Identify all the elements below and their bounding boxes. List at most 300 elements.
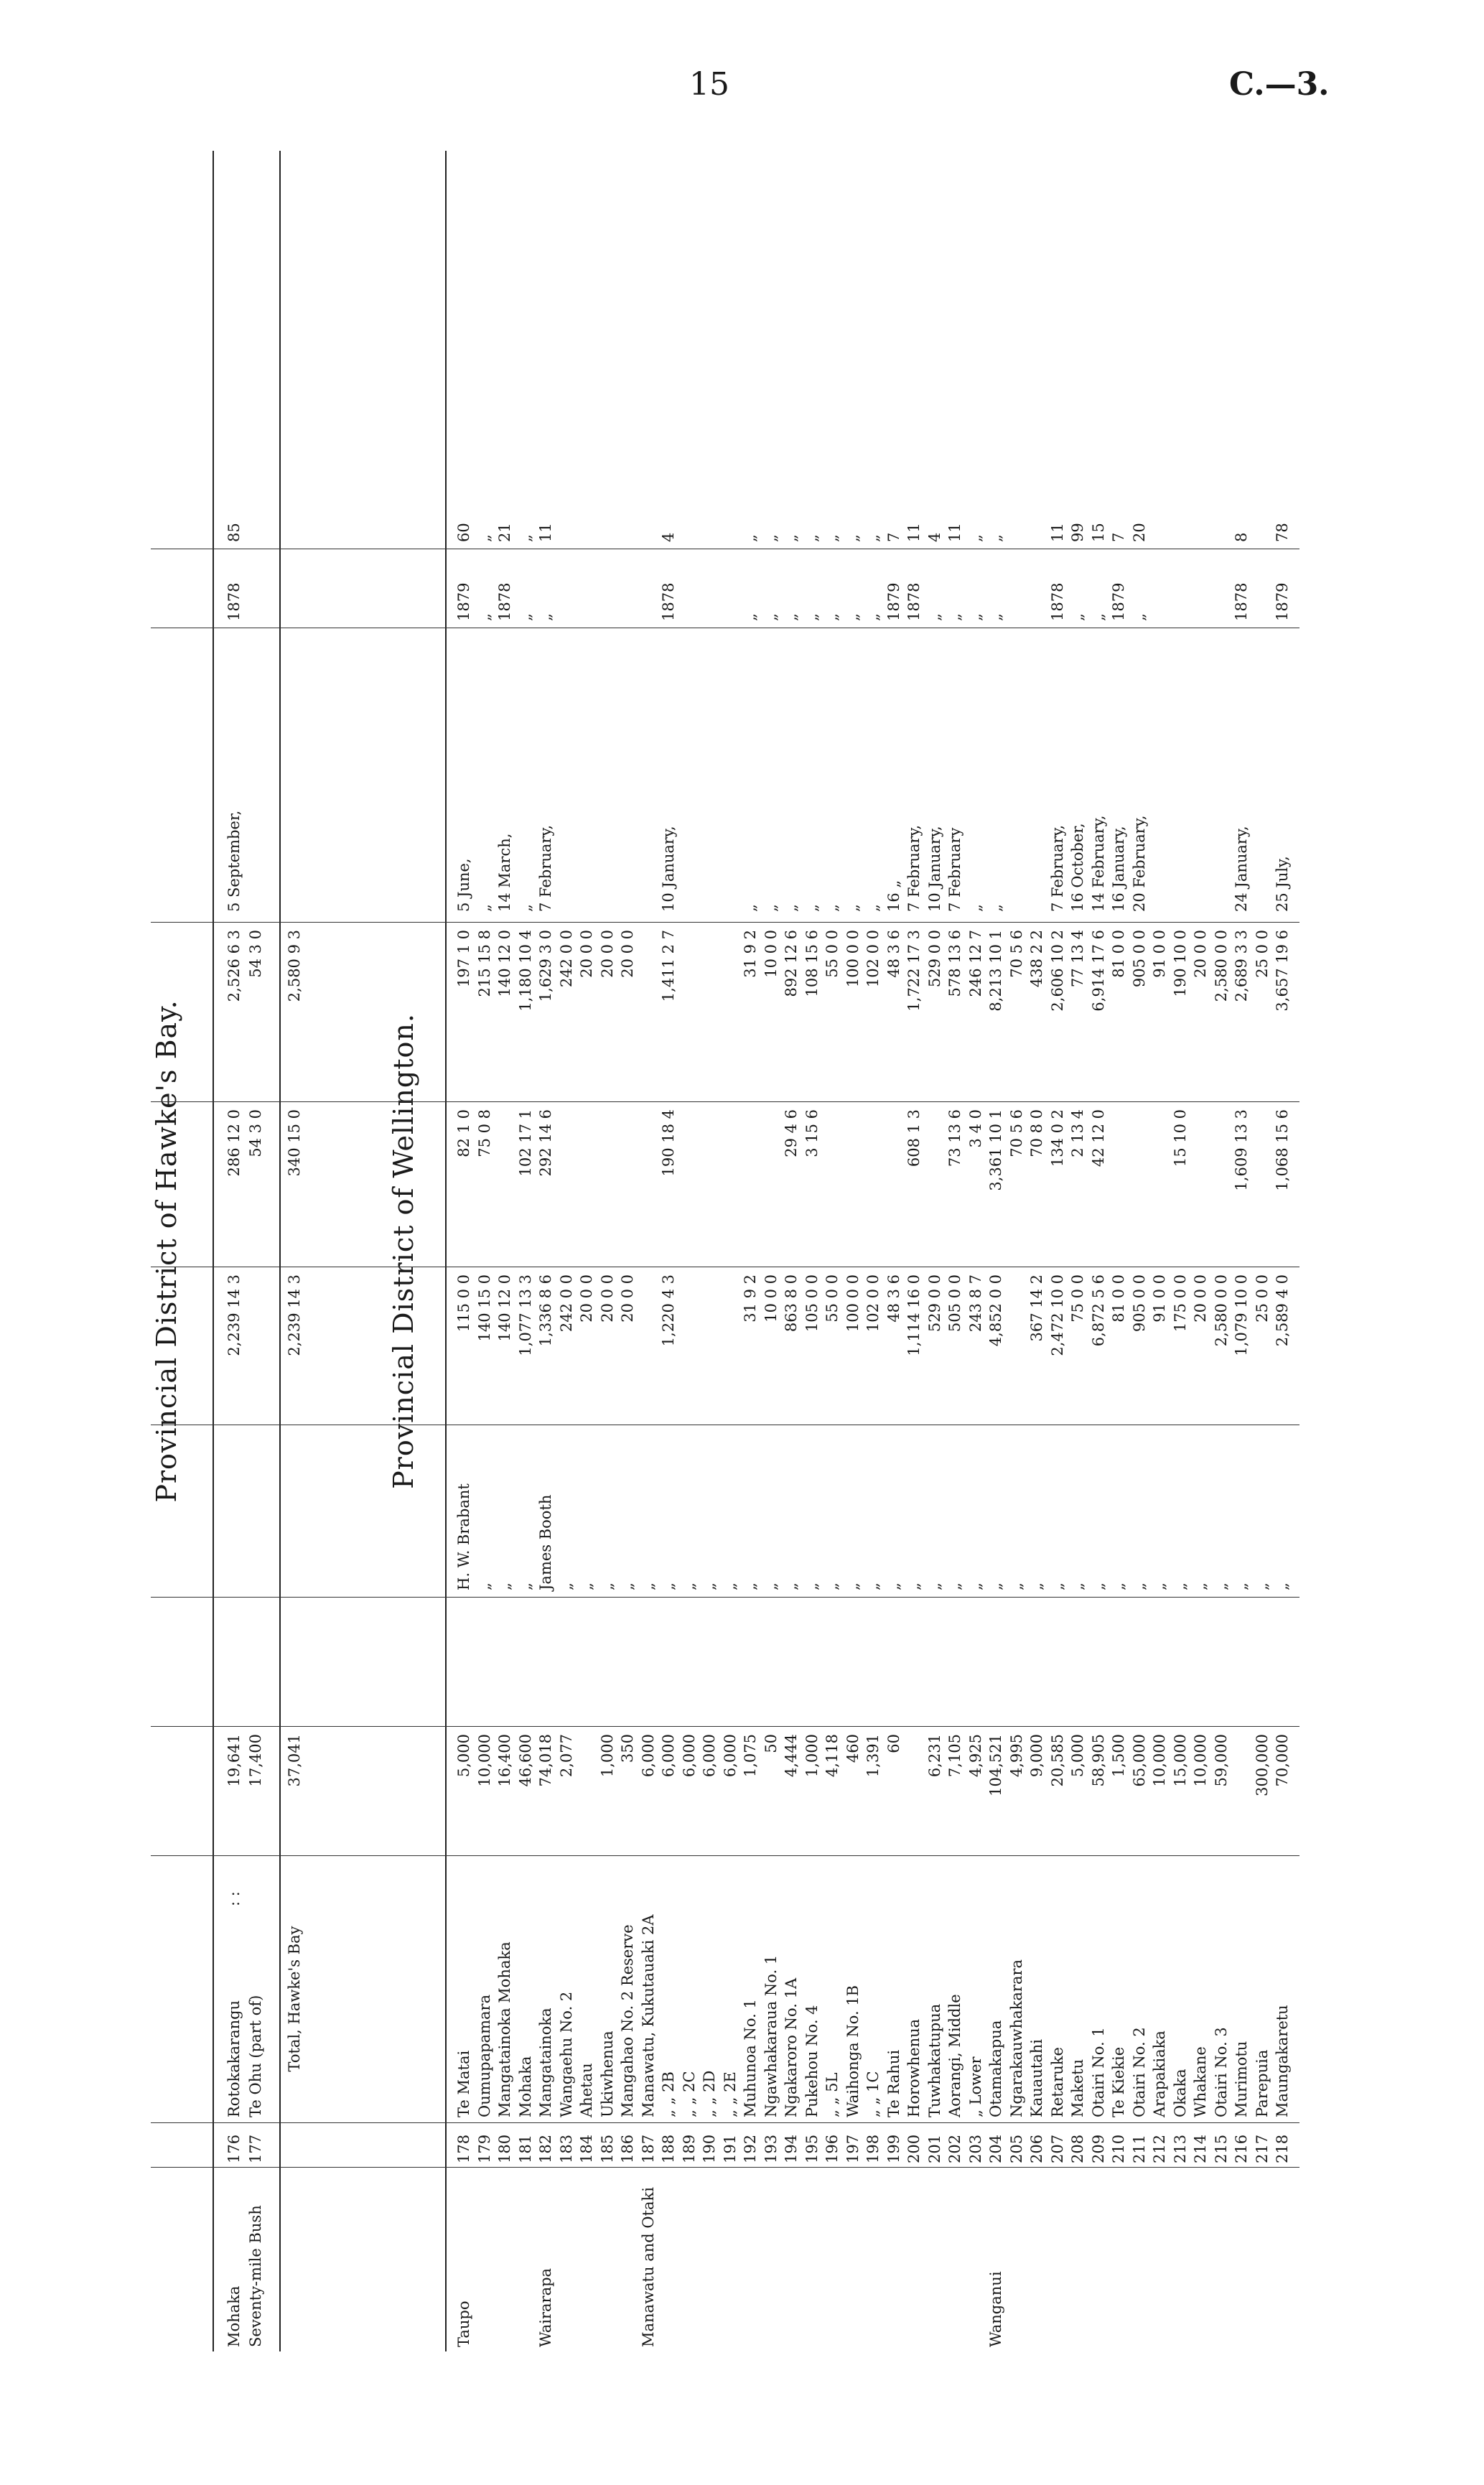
wellington-acres-cell: 15,000 xyxy=(1171,1734,1189,1787)
wellington-date-cell: „ xyxy=(516,904,534,912)
wellington-person-cell: „ xyxy=(598,1582,616,1590)
wellington-no-cell: 180 xyxy=(496,2134,513,2163)
wellington-ref-cell: „ xyxy=(864,534,882,542)
wellington-acres-cell: 6,000 xyxy=(680,1734,698,1778)
wellington-price-cell: 115 0 0 xyxy=(455,1274,472,1333)
wellington-acres-cell: 300,000 xyxy=(1253,1734,1271,1796)
hawkes-bay-top-rule xyxy=(213,151,214,2351)
wellington-acres-cell: 4,118 xyxy=(823,1734,841,1778)
wellington-ref-cell: „ xyxy=(844,534,862,542)
wellington-person-cell: „ xyxy=(701,1582,718,1590)
table-row xyxy=(559,151,575,2351)
hawkes-bay-price-cell: 2,239 14 3 xyxy=(225,1274,243,1356)
wellington-block-cell: Te Rahui xyxy=(885,2049,902,2117)
wellington-acres-cell: 5,000 xyxy=(1069,1734,1086,1778)
wellington-price-cell: 529 0 0 xyxy=(925,1274,943,1333)
wellington-person-cell: „ xyxy=(516,1582,534,1590)
table-row xyxy=(1070,151,1086,2351)
wellington-person-cell: „ xyxy=(1028,1582,1045,1590)
wellington-year-cell: „ xyxy=(762,613,780,621)
wellington-paid-cell: 134 0 2 xyxy=(1048,1109,1066,1167)
hawkes-bay-total-total: 2,580 9 3 xyxy=(286,930,303,1002)
wellington-date-cell: „ xyxy=(762,904,780,912)
wellington-paid-cell: 82 1 0 xyxy=(455,1109,472,1157)
wellington-year-cell: „ xyxy=(864,613,882,621)
wellington-person-cell: James Booth xyxy=(537,1494,554,1590)
wellington-block-cell: Ngarakauwhakarara xyxy=(1007,1959,1025,2117)
wellington-block-cell: Okaka xyxy=(1171,2069,1189,2117)
wellington-date-cell: „ xyxy=(803,904,821,912)
wellington-price-cell: 1,220 4 3 xyxy=(660,1274,677,1347)
wellington-paid-cell: 1,609 13 3 xyxy=(1233,1109,1250,1191)
wellington-district-cell: Taupo xyxy=(455,2300,472,2347)
wellington-block-cell: „ „ 2D xyxy=(701,2070,718,2117)
wellington-no-cell: 193 xyxy=(762,2134,780,2163)
table-row xyxy=(226,151,243,2351)
wellington-no-cell: 194 xyxy=(783,2134,800,2163)
page-number: 15 xyxy=(689,66,729,103)
wellington-no-cell: 179 xyxy=(475,2134,493,2163)
wellington-date-cell: „ xyxy=(475,904,493,912)
wellington-ref-cell: 7 xyxy=(1110,532,1127,542)
wellington-date-cell: 7 February, xyxy=(905,824,923,912)
wellington-total-cell: 892 12 6 xyxy=(783,930,800,997)
hawkes-bay-ref-cell: 85 xyxy=(225,523,243,542)
wellington-no-cell: 186 xyxy=(619,2134,636,2163)
wellington-price-cell: 75 0 0 xyxy=(1069,1274,1086,1323)
wellington-ref-cell: „ xyxy=(475,534,493,542)
wellington-person-cell: „ xyxy=(905,1582,923,1590)
wellington-price-cell: 2,472 10 0 xyxy=(1048,1274,1066,1356)
table-row xyxy=(824,151,841,2351)
wellington-no-cell: 205 xyxy=(1007,2134,1025,2163)
wellington-no-cell: 201 xyxy=(925,2134,943,2163)
wellington-no-cell: 197 xyxy=(844,2134,862,2163)
wellington-price-cell: 140 12 0 xyxy=(496,1274,513,1342)
hawkes-bay-district-cell: Seventy-mile Bush xyxy=(247,2205,264,2347)
wellington-block-cell: Otamakapua xyxy=(987,2020,1004,2117)
wellington-total-cell: 197 1 0 xyxy=(455,930,472,988)
table-row xyxy=(681,151,698,2351)
wellington-acres-cell: 5,000 xyxy=(455,1734,472,1778)
hawkes-bay-total-paid: 340 15 0 xyxy=(286,1109,303,1177)
wellington-no-cell: 211 xyxy=(1130,2134,1148,2163)
wellington-total-cell: 8,213 10 1 xyxy=(987,930,1004,1012)
wellington-acres-cell: 6,000 xyxy=(721,1734,739,1778)
wellington-acres-cell: 2,077 xyxy=(557,1734,575,1778)
wellington-price-cell: 20 0 0 xyxy=(1192,1274,1209,1323)
wellington-acres-cell: 10,000 xyxy=(475,1734,493,1787)
wellington-no-cell: 203 xyxy=(966,2134,984,2163)
table-row xyxy=(661,151,677,2351)
wellington-acres-cell: 70,000 xyxy=(1274,1734,1291,1787)
wellington-year-cell: „ xyxy=(475,613,493,621)
wellington-ref-cell: 60 xyxy=(455,523,472,542)
wellington-no-cell: 195 xyxy=(803,2134,821,2163)
wellington-year-cell: 1878 xyxy=(660,582,677,621)
wellington-ref-cell: 15 xyxy=(1089,523,1107,542)
wellington-no-cell: 184 xyxy=(578,2134,595,2163)
parliamentary-paper-reference: C.—3. xyxy=(1229,66,1330,103)
wellington-date-cell: 10 January, xyxy=(660,826,677,912)
wellington-acres-cell: 74,018 xyxy=(537,1734,554,1787)
hawkes-bay-acres-cell: 19,641 xyxy=(225,1734,243,1787)
wellington-no-cell: 188 xyxy=(660,2134,677,2163)
table-row xyxy=(1131,151,1148,2351)
wellington-total-cell: 81 0 0 xyxy=(1110,930,1127,978)
wellington-total-cell: 140 12 0 xyxy=(496,930,513,997)
wellington-person-cell: „ xyxy=(987,1582,1004,1590)
paid-column-rule xyxy=(151,1101,1299,1102)
wellington-year-cell: 1879 xyxy=(455,582,472,621)
wellington-total-cell: 578 13 6 xyxy=(946,930,963,997)
table-row xyxy=(518,151,534,2351)
wellington-block-cell: „ „ 2B xyxy=(660,2071,677,2117)
wellington-person-cell: „ xyxy=(946,1582,963,1590)
wellington-block-cell: Horowhenua xyxy=(905,2018,923,2117)
wellington-ref-cell: 11 xyxy=(537,523,554,542)
acres-column-rule xyxy=(151,1726,1299,1727)
wellington-paid-cell: 292 14 6 xyxy=(537,1109,554,1177)
wellington-year-cell: „ xyxy=(1069,613,1086,621)
wellington-date-cell: 14 February, xyxy=(1089,815,1107,912)
wellington-person-cell: „ xyxy=(885,1582,902,1590)
wellington-total-cell: 1,629 3 0 xyxy=(537,930,554,1002)
wellington-year-cell: „ xyxy=(1089,613,1107,621)
hawkes-bay-block-cell: Rotokakarangu xyxy=(225,2000,243,2117)
wellington-price-cell: 48 3 6 xyxy=(885,1274,902,1323)
wellington-year-cell: „ xyxy=(987,613,1004,621)
wellington-person-cell: „ xyxy=(762,1582,780,1590)
wellington-paid-cell: 3 15 6 xyxy=(803,1109,821,1157)
wellington-person-cell: „ xyxy=(742,1582,759,1590)
wellington-block-cell: Parepuia xyxy=(1253,2049,1271,2117)
wellington-person-cell: „ xyxy=(844,1582,862,1590)
table-row xyxy=(1213,151,1230,2351)
wellington-year-cell: 1878 xyxy=(496,582,513,621)
table-row xyxy=(1172,151,1189,2351)
wellington-block-cell: „ „ 5L xyxy=(823,2072,841,2117)
wellington-total-cell: 100 0 0 xyxy=(844,930,862,988)
wellington-ref-cell: 4 xyxy=(660,532,677,542)
wellington-year-cell: 1878 xyxy=(905,582,923,621)
wellington-ref-cell: „ xyxy=(783,534,800,542)
wellington-total-cell: 31 9 2 xyxy=(742,930,759,978)
wellington-block-cell: Manawatu, Kukutauaki 2A xyxy=(639,1914,657,2117)
wellington-ref-cell: 21 xyxy=(496,523,513,542)
wellington-person-cell: H. W. Brabant xyxy=(455,1483,472,1590)
wellington-district-cell: Wanganui xyxy=(987,2271,1004,2347)
table-row xyxy=(1233,151,1250,2351)
wellington-paid-cell: 608 1 3 xyxy=(905,1109,923,1167)
wellington-no-cell: 190 xyxy=(701,2134,718,2163)
wellington-no-cell: 213 xyxy=(1171,2134,1189,2163)
wellington-total-cell: 190 10 0 xyxy=(1171,930,1189,997)
wellington-no-cell: 191 xyxy=(721,2134,739,2163)
table-row xyxy=(906,151,923,2351)
wellington-block-cell: Te Kiekie xyxy=(1110,2046,1127,2117)
wellington-block-cell: „ „ 2C xyxy=(680,2071,698,2117)
wellington-person-cell: „ xyxy=(1192,1582,1209,1590)
wellington-block-cell: Pukehou No. 4 xyxy=(803,2005,821,2117)
wellington-total-cell: 108 15 6 xyxy=(803,930,821,997)
wellington-no-cell: 200 xyxy=(905,2134,923,2163)
wellington-no-cell: 189 xyxy=(680,2134,698,2163)
wellington-block-cell: Maungakaretu xyxy=(1274,2005,1291,2117)
wellington-price-cell: 2,589 4 0 xyxy=(1274,1274,1291,1347)
wellington-block-cell: Tuwhakatupua xyxy=(925,2003,943,2117)
wellington-price-cell: 55 0 0 xyxy=(823,1274,841,1323)
hawkes-bay-no-cell: 176 xyxy=(225,2134,243,2163)
wellington-total-cell: 20 0 0 xyxy=(578,930,595,978)
wellington-block-cell: Maketu xyxy=(1069,2059,1086,2117)
hawkes-bay-total-total_label: Total, Hawke's Bay xyxy=(286,1926,303,2072)
table-row xyxy=(620,151,636,2351)
wellington-total-cell: 2,580 0 0 xyxy=(1212,930,1230,1002)
wellington-price-cell: 1,336 8 6 xyxy=(537,1274,554,1347)
wellington-acres-cell: 6,231 xyxy=(925,1734,943,1778)
wellington-paid-cell: 15 10 0 xyxy=(1171,1109,1189,1167)
hawkes-bay-no-cell: 177 xyxy=(247,2134,264,2163)
wellington-block-cell: Otairi No. 3 xyxy=(1212,2027,1230,2117)
wellington-acres-cell: 4,444 xyxy=(783,1734,800,1778)
wellington-acres-cell: 10,000 xyxy=(1151,1734,1168,1787)
wellington-no-cell: 210 xyxy=(1110,2134,1127,2163)
wellington-block-cell: „ „ 2E xyxy=(721,2071,739,2117)
hawkes-bay-paid-cell: 54 3 0 xyxy=(247,1109,264,1157)
wellington-price-cell: 1,114 16 0 xyxy=(905,1274,923,1356)
wellington-acres-cell: 60 xyxy=(885,1734,902,1753)
table-row xyxy=(640,151,657,2351)
hawkes-bay-sep-cell: : : xyxy=(225,1891,243,1906)
wellington-price-cell: 20 0 0 xyxy=(619,1274,636,1323)
wellington-price-cell: 505 0 0 xyxy=(946,1274,963,1333)
wellington-district-cell: Manawatu and Otaki xyxy=(639,2187,657,2347)
wellington-price-cell: 100 0 0 xyxy=(844,1274,862,1333)
wellington-person-cell: „ xyxy=(1171,1582,1189,1590)
wellington-no-cell: 212 xyxy=(1151,2134,1168,2163)
wellington-price-cell: 20 0 0 xyxy=(578,1274,595,1323)
wellington-paid-cell: 29 4 6 xyxy=(783,1109,800,1157)
wellington-year-cell: „ xyxy=(803,613,821,621)
wellington-price-cell: 81 0 0 xyxy=(1110,1274,1127,1323)
wellington-year-cell: „ xyxy=(537,613,554,621)
wellington-date-cell: 20 February, xyxy=(1130,815,1148,912)
wellington-total-cell: 529 0 0 xyxy=(925,930,943,988)
table-row xyxy=(497,151,513,2351)
wellington-ref-cell: 78 xyxy=(1274,523,1291,542)
wellington-no-cell: 204 xyxy=(987,2134,1004,2163)
table-row xyxy=(722,151,739,2351)
wellington-no-cell: 199 xyxy=(885,2134,902,2163)
wellington-block-cell: Retaruke xyxy=(1048,2047,1066,2117)
wellington-date-cell: 16 January, xyxy=(1110,826,1127,912)
wellington-price-cell: 105 0 0 xyxy=(803,1274,821,1333)
wellington-total-cell: 246 12 7 xyxy=(966,930,984,997)
wellington-person-cell: „ xyxy=(639,1582,657,1590)
total-column-rule xyxy=(151,922,1299,923)
wellington-acres-cell: 65,000 xyxy=(1130,1734,1148,1787)
wellington-acres-cell: 50 xyxy=(762,1734,780,1753)
wellington-acres-cell: 9,000 xyxy=(1028,1734,1045,1778)
wellington-ref-cell: 11 xyxy=(946,523,963,542)
wellington-date-cell: 10 January, xyxy=(925,826,943,912)
wellington-date-cell: 24 January, xyxy=(1233,826,1250,912)
wellington-paid-cell: 3,361 10 1 xyxy=(987,1109,1004,1191)
table-row xyxy=(1193,151,1209,2351)
table-row xyxy=(865,151,882,2351)
hawkes-bay-paid-cell: 286 12 0 xyxy=(225,1109,243,1177)
hawkes-bay-total-cell: 2,526 6 3 xyxy=(225,930,243,1002)
wellington-price-cell: 140 15 0 xyxy=(475,1274,493,1342)
wellington-total-cell: 20 0 0 xyxy=(619,930,636,978)
table-row xyxy=(845,151,862,2351)
wellington-no-cell: 192 xyxy=(742,2134,759,2163)
table-row xyxy=(968,151,984,2351)
wellington-block-cell: Aorangi, Middle xyxy=(946,1994,963,2117)
number-column-rule xyxy=(151,2122,1299,2123)
table-row xyxy=(783,151,800,2351)
wellington-ref-cell: „ xyxy=(762,534,780,542)
wellington-date-cell: 7 February xyxy=(946,827,963,912)
wellington-date-cell: 14 March, xyxy=(496,833,513,912)
wellington-acres-cell: 460 xyxy=(844,1734,862,1763)
wellington-block-cell: „ Lower xyxy=(966,2056,984,2117)
hawkes-bay-total-price: 2,239 14 3 xyxy=(286,1274,303,1356)
hawkes-bay-total-row xyxy=(286,151,303,2351)
hawkes-bay-total-acres: 37,041 xyxy=(286,1734,303,1787)
wellington-acres-cell: 1,391 xyxy=(864,1734,882,1778)
table-row xyxy=(477,151,493,2351)
table-row xyxy=(248,151,264,2351)
wellington-year-cell: 1879 xyxy=(1274,582,1291,621)
wellington-ref-cell: 99 xyxy=(1069,523,1086,542)
wellington-total-cell: 242 0 0 xyxy=(557,930,575,988)
table-row xyxy=(804,151,821,2351)
wellington-acres-cell: 6,000 xyxy=(660,1734,677,1778)
wellington-block-cell: Murimotu xyxy=(1233,2041,1250,2117)
wellington-ref-cell: „ xyxy=(966,534,984,542)
hawkes-bay-district-cell: Mohaka xyxy=(225,2285,243,2347)
wellington-paid-cell: 2 13 4 xyxy=(1069,1109,1086,1157)
table-row xyxy=(988,151,1004,2351)
wellington-paid-cell: 3 4 0 xyxy=(966,1109,984,1148)
wellington-no-cell: 196 xyxy=(823,2134,841,2163)
wellington-block-cell: Otairi No. 1 xyxy=(1089,2027,1107,2117)
wellington-paid-cell: 102 17 1 xyxy=(516,1109,534,1177)
wellington-total-cell: 102 0 0 xyxy=(864,930,882,988)
wellington-no-cell: 202 xyxy=(946,2134,963,2163)
hawkes-bay-acres-cell: 17,400 xyxy=(247,1734,264,1787)
wellington-block-cell: Kauautahi xyxy=(1028,2039,1045,2117)
wellington-price-cell: 31 9 2 xyxy=(742,1274,759,1323)
wellington-person-cell: „ xyxy=(680,1582,698,1590)
wellington-total-cell: 25 0 0 xyxy=(1253,930,1271,978)
wellington-ref-cell: 7 xyxy=(885,532,902,542)
wellington-person-cell: „ xyxy=(1089,1582,1107,1590)
wellington-date-cell: 16 „ xyxy=(885,880,902,912)
wellington-price-cell: 102 0 0 xyxy=(864,1274,882,1333)
wellington-total-cell: 20 0 0 xyxy=(598,930,616,978)
wellington-total-cell: 3,657 19 6 xyxy=(1274,930,1291,1012)
wellington-acres-cell: 1,000 xyxy=(803,1734,821,1778)
wellington-total-cell: 2,689 3 3 xyxy=(1233,930,1250,1002)
wellington-price-cell: 175 0 0 xyxy=(1171,1274,1189,1333)
wellington-ref-cell: 20 xyxy=(1130,523,1148,542)
wellington-block-cell: Arapakiaka xyxy=(1151,2031,1168,2117)
wellington-total-cell: 2,606 10 2 xyxy=(1048,930,1066,1012)
wellington-year-cell: „ xyxy=(966,613,984,621)
table-row xyxy=(1091,151,1107,2351)
wellington-no-cell: 214 xyxy=(1192,2134,1209,2163)
wellington-acres-cell: 20,585 xyxy=(1048,1734,1066,1787)
wellington-ref-cell: 8 xyxy=(1233,532,1250,542)
wellington-date-cell: „ xyxy=(966,904,984,912)
wellington-person-cell: „ xyxy=(1151,1582,1168,1590)
wellington-ref-cell: 11 xyxy=(1048,523,1066,542)
wellington-block-cell: Otairi No. 2 xyxy=(1130,2027,1148,2117)
wellington-date-cell: 25 July, xyxy=(1274,856,1291,912)
table-row xyxy=(701,151,718,2351)
table-row xyxy=(1111,151,1127,2351)
table-row xyxy=(456,151,472,2351)
wellington-ref-cell: 4 xyxy=(925,532,943,542)
wellington-year-cell: 1879 xyxy=(885,582,902,621)
wellington-person-cell: „ xyxy=(1007,1582,1025,1590)
wellington-total-cell: 1,411 2 7 xyxy=(660,930,677,1002)
wellington-block-cell: Mohaka xyxy=(516,2056,534,2117)
hawkes-bay-date-cell: 5 September, xyxy=(225,810,243,912)
wellington-block-cell: Waihonga No. 1B xyxy=(844,1985,862,2117)
wellington-no-cell: 198 xyxy=(864,2134,882,2163)
wellington-total-cell: 215 15 8 xyxy=(475,930,493,997)
wellington-date-cell: „ xyxy=(823,904,841,912)
wellington-block-cell: Ukiwhenua xyxy=(598,2031,616,2117)
wellington-year-cell: „ xyxy=(783,613,800,621)
wellington-price-cell: 367 14 2 xyxy=(1028,1274,1045,1342)
wellington-year-cell: „ xyxy=(742,613,759,621)
wellington-acres-cell: 4,995 xyxy=(1007,1734,1025,1778)
wellington-block-cell: „ „ 1C xyxy=(864,2071,882,2117)
table-row xyxy=(947,151,963,2351)
wellington-year-cell: 1879 xyxy=(1110,582,1127,621)
hawkes-bay-total-cell: 54 3 0 xyxy=(247,930,264,978)
wellington-paid-cell: 70 5 6 xyxy=(1007,1109,1025,1157)
wellington-total-cell: 91 0 0 xyxy=(1151,930,1168,978)
wellington-person-cell: „ xyxy=(1233,1582,1250,1590)
wellington-date-cell: 5 June, xyxy=(455,858,472,912)
wellington-person-cell: „ xyxy=(496,1582,513,1590)
wellington-ref-cell: 11 xyxy=(905,523,923,542)
wellington-no-cell: 185 xyxy=(598,2134,616,2163)
wellington-year-cell: „ xyxy=(516,613,534,621)
wellington-block-cell: Te Matai xyxy=(455,2050,472,2117)
wellington-acres-cell: 7,105 xyxy=(946,1734,963,1778)
wellington-total-cell: 77 13 4 xyxy=(1069,930,1086,988)
table-row xyxy=(1152,151,1168,2351)
wellington-acres-cell: 10,000 xyxy=(1192,1734,1209,1787)
block-column-rule xyxy=(151,1855,1299,1856)
wellington-date-cell: „ xyxy=(783,904,800,912)
wellington-person-cell: „ xyxy=(803,1582,821,1590)
wellington-no-cell: 183 xyxy=(557,2134,575,2163)
wellington-total-cell: 1,722 17 3 xyxy=(905,930,923,1012)
wellington-person-cell: „ xyxy=(864,1582,882,1590)
wellington-no-cell: 208 xyxy=(1069,2134,1086,2163)
wellington-total-cell: 48 3 6 xyxy=(885,930,902,978)
wellington-price-cell: 91 0 0 xyxy=(1151,1274,1168,1323)
wellington-person-cell: „ xyxy=(925,1582,943,1590)
